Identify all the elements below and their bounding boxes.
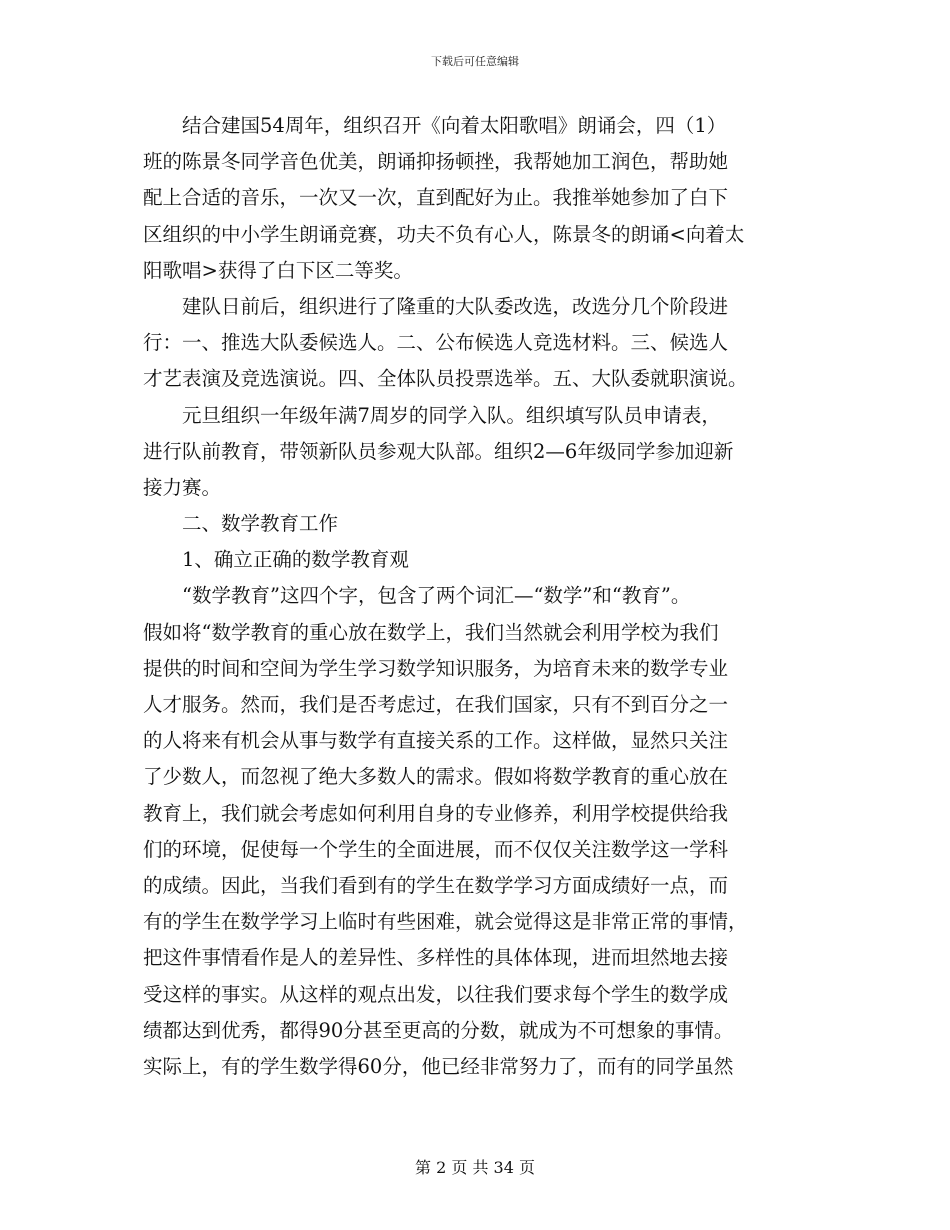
text-line: 1、确立正确的数学教育观 bbox=[143, 548, 409, 572]
text-line: 元旦组织一年级年满7周岁的同学入队。组织填写队员申请表， bbox=[143, 403, 721, 427]
text-line: 受这样的事实。从这样的观点出发，以往我们要求每个学生的数学成 bbox=[143, 982, 729, 1006]
text-line: 才艺表演及竞选演说。四、全体队员投票选举。五、大队委就职演说。 bbox=[143, 367, 748, 391]
page-header: 下载后可任意编辑 bbox=[431, 55, 519, 68]
text-line: 班的陈景冬同学音色优美，朗诵抑扬顿挫，我帮她加工润色，帮助她 bbox=[143, 150, 729, 174]
text-line: 二、数学教育工作 bbox=[143, 512, 339, 536]
text-line: 进行队前教育，带领新队员参观大队部。组织2—6年级同学参加迎新 bbox=[143, 439, 734, 463]
text-line: 有的学生在数学学习上临时有些困难，就会觉得这是非常正常的事情， bbox=[143, 910, 748, 934]
text-line: 提供的时间和空间为学生学习数学知识服务，为培育未来的数学专业 bbox=[143, 656, 729, 680]
text-line: 教育上，我们就会考虑如何利用自身的专业修养，利用学校提供给我 bbox=[143, 801, 729, 825]
text-line: 实际上，有的学生数学得60分，他已经非常努力了，而有的同学虽然 bbox=[143, 1054, 734, 1078]
text-line: 的人将来有机会从事与数学有直接关系的工作。这样做，显然只关注 bbox=[143, 729, 729, 753]
text-line: 们的环境，促使每一个学生的全面进展，而不仅仅关注数学这一学科 bbox=[143, 837, 729, 861]
text-line: 把这件事情看作是人的差异性、多样性的具体体现，进而坦然地去接 bbox=[143, 946, 729, 970]
text-line: 假如将“数学教育的重心放在数学上，我们当然就会利用学校为我们 bbox=[143, 620, 719, 644]
document-body bbox=[143, 108, 808, 1085]
text-line: 阳歌唱>获得了白下区二等奖。 bbox=[143, 258, 413, 282]
text-line: 绩都达到优秀，都得90分甚至更高的分数，就成为不可想象的事情。 bbox=[143, 1018, 734, 1042]
text-line: 建队日前后，组织进行了隆重的大队委改选，改选分几个阶段进 bbox=[143, 294, 729, 318]
text-line: 了少数人，而忽视了绝大多数人的需求。假如将数学教育的重心放在 bbox=[143, 765, 729, 789]
text-line: 人才服务。然而，我们是否考虑过，在我们国家，只有不到百分之一 bbox=[143, 693, 729, 716]
text-line: 配上合适的音乐，一次又一次，直到配好为止。我推举她参加了白下 bbox=[143, 186, 729, 210]
text-line: 区组织的中小学生朗诵竞赛，功夫不负有心人，陈景冬的朗诵<向着太 bbox=[143, 222, 745, 246]
text-line: 结合建国54周年，组织召开《向着太阳歌唱》朗诵会，四（1） bbox=[143, 114, 727, 137]
text-line: 接力赛。 bbox=[143, 475, 222, 499]
text-line: “数学教育”这四个字，包含了两个词汇—“数学”和“教育”。 bbox=[143, 584, 691, 608]
text-line: 行：一、推选大队委候选人。二、公布候选人竞选材料。三、候选人 bbox=[143, 331, 729, 355]
text-line: 的成绩。因此，当我们看到有的学生在数学学习方面成绩好一点，而 bbox=[143, 873, 729, 897]
page-number: 第 2 页 共 34 页 bbox=[415, 1158, 535, 1177]
